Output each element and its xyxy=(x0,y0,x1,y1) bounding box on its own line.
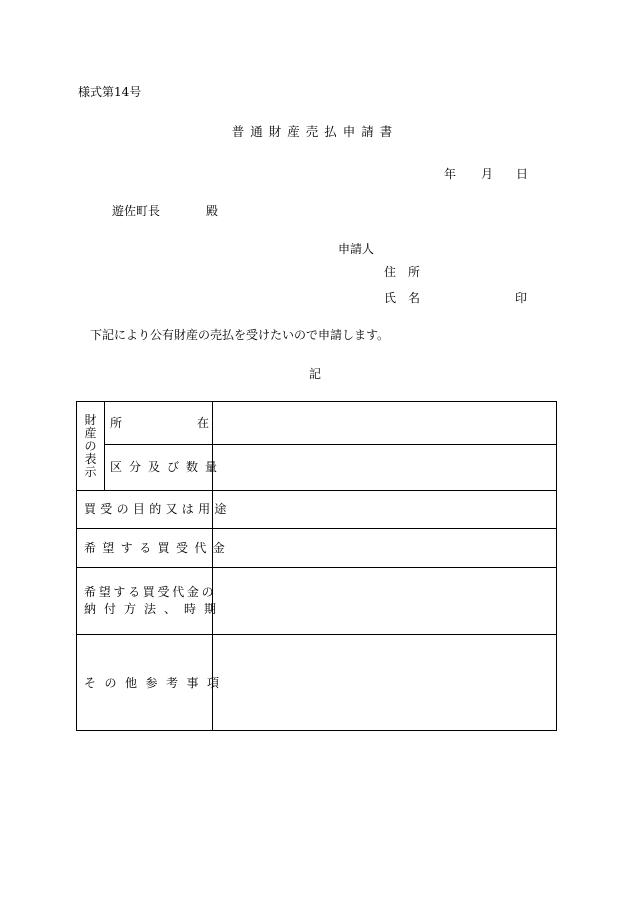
location-field[interactable] xyxy=(213,402,556,444)
desired-price-label: 希望する買受代金 xyxy=(84,541,232,555)
column-divider xyxy=(104,402,105,490)
property-display-group-label xyxy=(77,402,104,490)
date-year-label: 年 xyxy=(444,167,457,181)
group-label-char: 示 xyxy=(84,464,97,479)
addressee-name: 遊佐町長 xyxy=(112,204,161,218)
category-quantity-field[interactable] xyxy=(213,445,556,490)
applicant-heading: 申請人 xyxy=(338,242,375,256)
group-label-char: 産 xyxy=(84,425,97,440)
group-label-char: 表 xyxy=(84,451,97,466)
ki-heading: 記 xyxy=(308,367,321,381)
date-month-label: 月 xyxy=(481,167,494,181)
payment-method-field[interactable] xyxy=(213,568,556,634)
application-statement: 下記により公有財産の売払を受けたいので申請します。 xyxy=(90,328,390,342)
other-notes-field[interactable] xyxy=(213,635,556,730)
applicant-name-label: 氏名 xyxy=(384,291,433,305)
applicant-address-label: 住所 xyxy=(384,265,433,279)
category-quantity-label: 区分及び数量 xyxy=(110,460,225,474)
date-day-label: 日 xyxy=(516,167,529,181)
form-number: 様式第14号 xyxy=(78,85,142,99)
group-label-char: 財 xyxy=(84,412,97,427)
purpose-label: 買受の目的又は用途 xyxy=(84,502,231,516)
location-label-part2: 在 xyxy=(197,416,210,430)
group-label-char: の xyxy=(84,438,97,453)
payment-method-label-line1: 希望する買受代金の xyxy=(84,585,217,599)
addressee-honorific: 殿 xyxy=(206,204,219,218)
application-table xyxy=(76,401,557,731)
other-notes-label: その他参考事項 xyxy=(84,676,228,690)
document-title: 普通財産売払申請書 xyxy=(231,124,399,139)
payment-method-label-line2: 納付方法、時期 xyxy=(84,602,225,616)
seal-mark: 印 xyxy=(515,291,528,305)
purpose-field[interactable] xyxy=(213,491,556,528)
desired-price-field[interactable] xyxy=(213,529,556,567)
location-label-part1: 所 xyxy=(110,416,123,430)
